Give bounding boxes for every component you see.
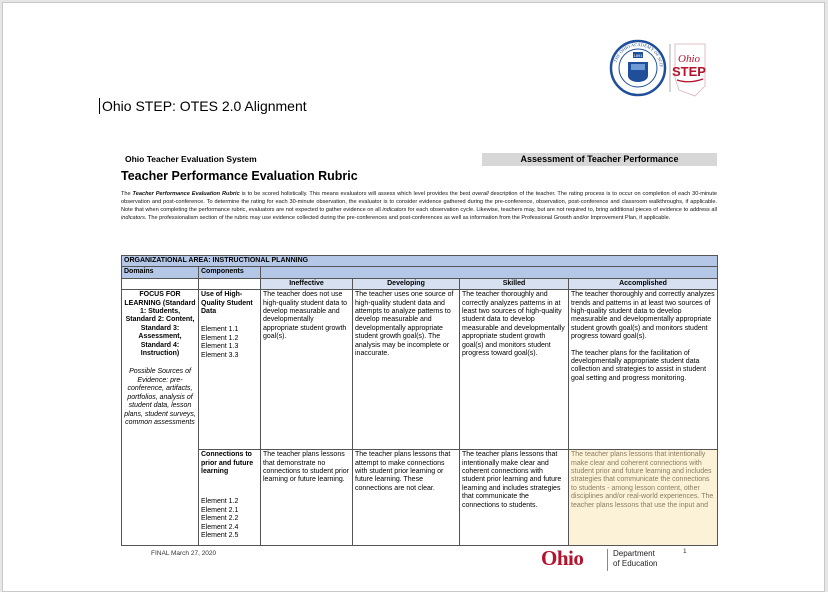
level-ineffective: Ineffective bbox=[261, 278, 353, 289]
header-right: Assessment of Teacher Performance bbox=[482, 153, 717, 166]
domains-header: Domains bbox=[122, 267, 199, 278]
component-cell bbox=[199, 290, 261, 450]
intro-paragraph: The Teacher Performance Evaluation Rubric is to be scored holistically. This means evaluators will assess which level provides the best overall description of the teacher. The rating process is to occur on completion of each 30-minute observation and post-conference. To determine the rating for each 30-minute observation, the evaluator is to consider evidence gathered during the pre-conference, observation, post-conference and classroom walkthroughs, if applicable. Note that when completing the performance rubric, evaluators are not expected to gather evidence on all indicators for each observation cycle. Likewise, teachers may, but are not required to, bring additional pieces of evidence to address all indicators. The professionalism section of the rubric may use evidence collected during the pre-conferences and post-conferences as well as information from the Professional Growth and/or Improvement Plan, if applicable. bbox=[121, 191, 717, 221]
rubric-table bbox=[121, 255, 718, 546]
component-name: Use of High-Quality Student Data bbox=[201, 291, 253, 316]
ode-logo-word: Ohio bbox=[541, 546, 584, 570]
column-header-row bbox=[122, 267, 718, 278]
logos bbox=[609, 38, 709, 98]
component-elements: Element 1.1 Element 1.2 Element 1.3 Element 3.3 bbox=[201, 326, 239, 359]
document-header bbox=[121, 153, 717, 166]
level-skilled: Skilled bbox=[460, 278, 569, 289]
slide bbox=[2, 2, 825, 592]
rubric-name: Teacher Performance Evaluation Rubric bbox=[132, 191, 240, 197]
cell-ineffective: The teacher plans lessons that demonstrate no connections to student prior learning or future learning. bbox=[261, 450, 353, 546]
component-cell bbox=[199, 450, 261, 546]
component-elements: Element 1.2 Element 2.1 Element 2.2 Element 2.4 Element 2.5 bbox=[201, 498, 239, 540]
domain-focus: FOCUS FOR LEARNING (Standard 1: Students, Standard 2: Content, Standard 3: Assessment, Standard 4: Instruction) bbox=[124, 291, 196, 358]
footer-date: FINAL March 27, 2020 bbox=[151, 550, 217, 557]
levels-spacer bbox=[261, 267, 718, 278]
cell-accomplished: The teacher thoroughly and correctly analyzes trends and patterns in at least two sources of high-quality student data to develop measurable and developmentally appropriate student growth goal(s) and monitors student progress toward goal(s). The teacher plans for the facilitation of developmentally appropriate student data collection and strategies to assist in student goal setting and progress monitoring. bbox=[569, 290, 718, 450]
level-header-row bbox=[122, 278, 718, 289]
ode-dept-text: Department of Education bbox=[613, 549, 658, 568]
cell-developing: The teacher uses one source of high-quality student data and attempts to analyze patterns to develop measurable and developmentally appropriate student growth goal(s). The analysis may be incomplete or inaccurate. bbox=[353, 290, 460, 450]
ohio-step-logo-icon bbox=[672, 44, 706, 96]
cell-ineffective: The teacher does not use high-quality student data to develop measurable and developmentally appropriate student growth goal(s). bbox=[261, 290, 353, 450]
ode-logo-divider bbox=[607, 549, 608, 571]
component-name: Connections to prior and future learning bbox=[201, 451, 254, 476]
level-accomplished: Accomplished bbox=[569, 278, 718, 289]
table-row bbox=[122, 450, 718, 546]
organizational-area-row bbox=[122, 256, 718, 267]
academy-year: 1891 bbox=[633, 53, 643, 58]
cell-skilled: The teacher thoroughly and correctly analyzes patterns in at least two sources of high-quality student data to develop measurable and developmentally appropriate student growth goal(s) and monitors student progress toward goal(s). bbox=[460, 290, 569, 450]
academy-seal-text: THE OHIO ACADEMY OF SCIE bbox=[612, 41, 665, 68]
table-row bbox=[122, 290, 718, 450]
organizational-area: ORGANIZATIONAL AREA: INSTRUCTIONAL PLANNING bbox=[122, 256, 718, 267]
evidence-sources: Possible Sources of Evidence: pre-conference, artifacts, portfolios, analysis of student data, lesson plans, student surveys, common assessments bbox=[124, 368, 196, 426]
step-logo-line1: Ohio bbox=[678, 53, 700, 65]
academy-seal-icon bbox=[609, 38, 665, 95]
cell-developing: The teacher plans lessons that attempt to make connections with student prior learning or future learning. These connections are not clear. bbox=[353, 450, 460, 546]
cell-accomplished-highlighted: The teacher plans lessons that intentionally make clear and coherent connections with student prior and future learning and includes strategies that communicate the connections to students - among lesson content, other disciplines and/or real-world experiences. The teacher plans lessons that use the input and bbox=[569, 450, 718, 546]
rubric-title: Teacher Performance Evaluation Rubric bbox=[121, 169, 358, 183]
cell-skilled: The teacher plans lessons that intentionally make clear and coherent connections with student prior learning and future learning and includes strategies that communicate the connections to students. bbox=[460, 450, 569, 546]
page-number: 1 bbox=[683, 548, 687, 555]
domain-cell bbox=[122, 290, 199, 546]
components-header: Components bbox=[199, 267, 261, 278]
step-logo-line2: STEP bbox=[672, 64, 706, 79]
slide-title: Ohio STEP: OTES 2.0 Alignment bbox=[99, 98, 307, 114]
level-developing: Developing bbox=[353, 278, 460, 289]
header-left: Ohio Teacher Evaluation System bbox=[125, 154, 257, 164]
ohio-department-of-education-logo bbox=[541, 546, 671, 576]
